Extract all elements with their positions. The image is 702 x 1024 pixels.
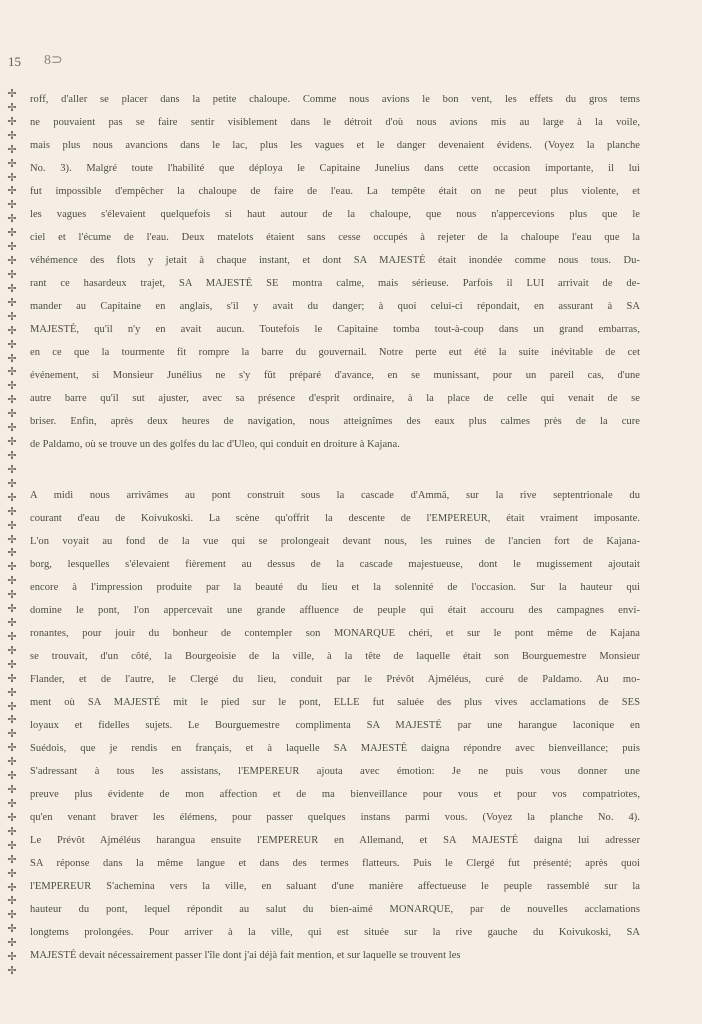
border-ornament-icon: ✢ [7,936,17,950]
border-ornament-icon: ✢ [7,254,17,268]
text-line: domine le pont, l'on appercevait une grande affluence de peuple qui était accouru des campagnes envi- [30,605,640,616]
border-ornament-icon: ✢ [7,852,17,866]
text-line: ne pouvaient pas se faire sentir visiblement dans le détroit d'où nous avions mis au large à la voile, [30,117,640,128]
border-ornament-icon: ✢ [7,379,17,393]
border-ornament-icon: ✢ [7,741,17,755]
border-ornament-icon: ✢ [7,100,17,114]
text-line: SA réponse dans la même langue et dans des termes flatteurs. Puis le Clergé fut présenté; après quoi [30,858,640,869]
border-ornament-icon: ✢ [7,629,17,643]
text-line: MAJESTÉ devait nécessairement passer l'île dont j'ai déjà fait mention, et sur laquelle se trouvent les [30,950,461,961]
border-ornament-icon: ✢ [7,323,17,337]
text-line: S'adressant à tous les assistans, l'EMPEREUR ajouta avec émotion: Je ne puis vous donner une [30,766,640,777]
text-line: Flander, et de l'autre, le Clergé du lieu, conduit par le Prévôt Ajméléus, curé de Paldamo. Au mo- [30,674,640,685]
border-ornament-icon: ✢ [7,643,17,657]
border-ornament-icon: ✢ [7,880,17,894]
border-ornament-icon: ✢ [7,156,17,170]
border-ornament-icon: ✢ [7,574,17,588]
border-ornament-icon: ✢ [7,337,17,351]
text-line: ciel et l'écume de l'eau. Deux matelots étaient sans cesse occupés à rejeter de la chaloupe l'eau que la [30,232,640,243]
border-ornament-icon: ✢ [7,212,17,226]
border-ornament-icon: ✢ [7,184,17,198]
text-line: ment où SA MAJESTÉ mit le pied sur le pont, ELLE fut saluée des plus vives acclamations de SES [30,697,640,708]
border-ornament-icon: ✢ [7,87,17,100]
border-ornament-icon: ✢ [7,351,17,365]
border-ornament-icon: ✢ [7,490,17,504]
border-ornament-icon: ✢ [7,295,17,309]
paragraph-1 [30,88,640,456]
border-ornament-icon: ✢ [7,602,17,616]
text-line: en ce que la tourmente fit rompre la barre du gouvernail. Notre perte eut été la suite inévitable de cet [30,347,640,358]
text-line: Le Prévôt Ajméléus harangua ensuite l'EMPEREUR en Allemand, et SA MAJESTÉ daigna lui adresser [30,835,640,846]
text-line: fut impossible d'empêcher la chaloupe de faire de l'eau. La tempête était on ne peut plus violente, et [30,186,640,197]
text-line: hauteur du pont, lequel répondit au salut du bien-aimé MONARQUE, par de nouvelles acclamations [30,904,640,915]
border-ornament-icon: ✢ [7,546,17,560]
text-line: véhémence des flots y jetait à chaque instant, et dont SA MAJESTÉ était inondée comme nous tous. Du- [30,255,640,266]
text-line: courant d'eau de Koivukoski. La scène qu'offrit la descente de l'EMPEREUR, était vraiment imposante. [30,513,640,524]
text-line: loyaux et fidelles sujets. Le Bourguemestre complimenta SA MAJESTÉ par une harangue laconique en [30,720,640,731]
text-line: qu'en venant braver les élémens, pour passer quelques instans parmi vous. (Voyez la planche No. 4). [30,812,640,823]
text-line: encore à l'impression produite par la beauté du lieu et la solennité de l'occasion. Sur la hauteur qui [30,582,640,593]
text-line: L'on voyait au fond de la vue qui se prolongeait devant nous, les ruines de l'ancien fort de Kajana- [30,536,640,547]
border-ornament-icon: ✢ [7,309,17,323]
text-line: No. 3). Malgré toute l'habilité que déploya le Capitaine Junelius dans cette occasion importante, il lui [30,163,640,174]
border-ornament-icon: ✢ [7,699,17,713]
border-ornament-icon: ✢ [7,866,17,880]
text-line: Suédois, que je rendis en français, et à laquelle SA MAJESTÉ daigna répondre avec bienveillance; puis [30,743,640,754]
text-line: les vagues s'élevaient quelquefois si haut autour de la chaloupe, que nous n'appercevions plus que le [30,209,640,220]
border-ornament-icon: ✢ [7,908,17,922]
border-ornament-icon: ✢ [7,560,17,574]
border-ornament-icon: ✢ [7,504,17,518]
border-ornament-icon: ✢ [7,476,17,490]
border-ornament-icon: ✢ [7,769,17,783]
border-ornament-icon: ✢ [7,448,17,462]
border-ornament-icon: ✢ [7,616,17,630]
border-ornament-icon: ✢ [7,532,17,546]
border-ornament-icon: ✢ [7,588,17,602]
text-line: ronantes, pour jouir du bonheur de contempler son MONARQUE chéri, et sur le pont même de Kajana [30,628,640,639]
ornament-mark: 8⊃ [44,53,63,68]
text-line: preuve plus évidente de mon affection et de ma bienveillance pour vous et pour vos compatriotes, [30,789,640,800]
text-line: rant ce hasardeux trajet, SA MAJESTÉ SE montra calme, mais sérieuse. Parfois il LUI arrivait de de- [30,278,640,289]
text-line: MAJESTÉ, qu'il n'y en avait aucun. Toutefois le Capitaine tomba tout-à-coup dans un grand embarras, [30,324,640,335]
decorative-border [6,88,18,978]
text-line: mander au Capitaine en anglais, s'il y avait du danger; à quoi celui-ci répondait, en assurant à SA [30,301,640,312]
border-ornament-icon: ✢ [7,365,17,379]
border-ornament-icon: ✢ [7,797,17,811]
page-number: 15 [8,54,21,69]
border-ornament-icon: ✢ [7,226,17,240]
border-ornament-icon: ✢ [7,964,17,978]
text-line: roff, d'aller se placer dans la petite chaloupe. Comme nous avions le bon vent, les effets du gros tems [30,94,640,105]
border-ornament-icon: ✢ [7,922,17,936]
border-ornament-icon: ✢ [7,727,17,741]
border-ornament-icon: ✢ [7,824,17,838]
border-ornament-icon: ✢ [7,671,17,685]
border-ornament-icon: ✢ [7,435,17,449]
border-ornament-icon: ✢ [7,462,17,476]
text-line: événement, si Monsieur Junélius ne s'y fût préparé d'avance, en se munissant, pour un pareil cas, d'une [30,370,640,381]
border-ornament-icon: ✢ [7,407,17,421]
border-ornament-icon: ✢ [7,713,17,727]
text-line: A midi nous arrivâmes au pont construit sous la cascade d'Ammä, sur la rive septentrionale du [30,490,640,501]
border-ornament-icon: ✢ [7,281,17,295]
paragraph-2 [30,484,640,967]
border-ornament-icon: ✢ [7,128,17,142]
border-ornament-icon: ✢ [7,950,17,964]
text-line: se trouvait, d'un côté, la Bourgeoisie de la ville, à la tête de laquelle était son Bourguemestre Monsieur [30,651,640,662]
border-ornament-icon: ✢ [7,198,17,212]
border-ornament-icon: ✢ [7,894,17,908]
text-line: borg, lesquelles s'élevaient fièrement au dessus de la cascade majestueuse, dont le mugissement ajoutait [30,559,640,570]
text-line: mais plus nous avancions dans le lac, plus les vagues et le danger devenaient évidens. (Voyez la planche [30,140,640,151]
border-ornament-icon: ✢ [7,142,17,156]
border-ornament-icon: ✢ [7,810,17,824]
text-line: l'EMPEREUR S'achemina vers la ville, en saluant d'une manière affectueuse le peuple rassemblé sur la [30,881,640,892]
text-line: briser. Enfin, après deux heures de navigation, nous atteignîmes des eaux plus calmes près de la cure [30,416,640,427]
border-ornament-icon: ✢ [7,393,17,407]
border-ornament-icon: ✢ [7,755,17,769]
text-line: de Paldamo, où se trouve un des golfes du lac d'Uleo, qui conduit en droiture à Kajana. [30,439,400,450]
border-ornament-icon: ✢ [7,267,17,281]
border-ornament-icon: ✢ [7,170,17,184]
border-ornament-icon: ✢ [7,240,17,254]
border-ornament-icon: ✢ [7,518,17,532]
border-ornament-icon: ✢ [7,838,17,852]
text-line: longtems prolongées. Pour arriver à la ville, qui est située sur la rive gauche du Koivukoski, SA [30,927,640,938]
border-ornament-icon: ✢ [7,421,17,435]
border-ornament-icon: ✢ [7,685,17,699]
border-ornament-icon: ✢ [7,657,17,671]
border-ornament-icon: ✢ [7,114,17,128]
border-ornament-icon: ✢ [7,783,17,797]
text-line: autre barre qu'il sut ajuster, avec sa présence d'esprit ordinaire, à la place de celle qui venait de se [30,393,640,404]
